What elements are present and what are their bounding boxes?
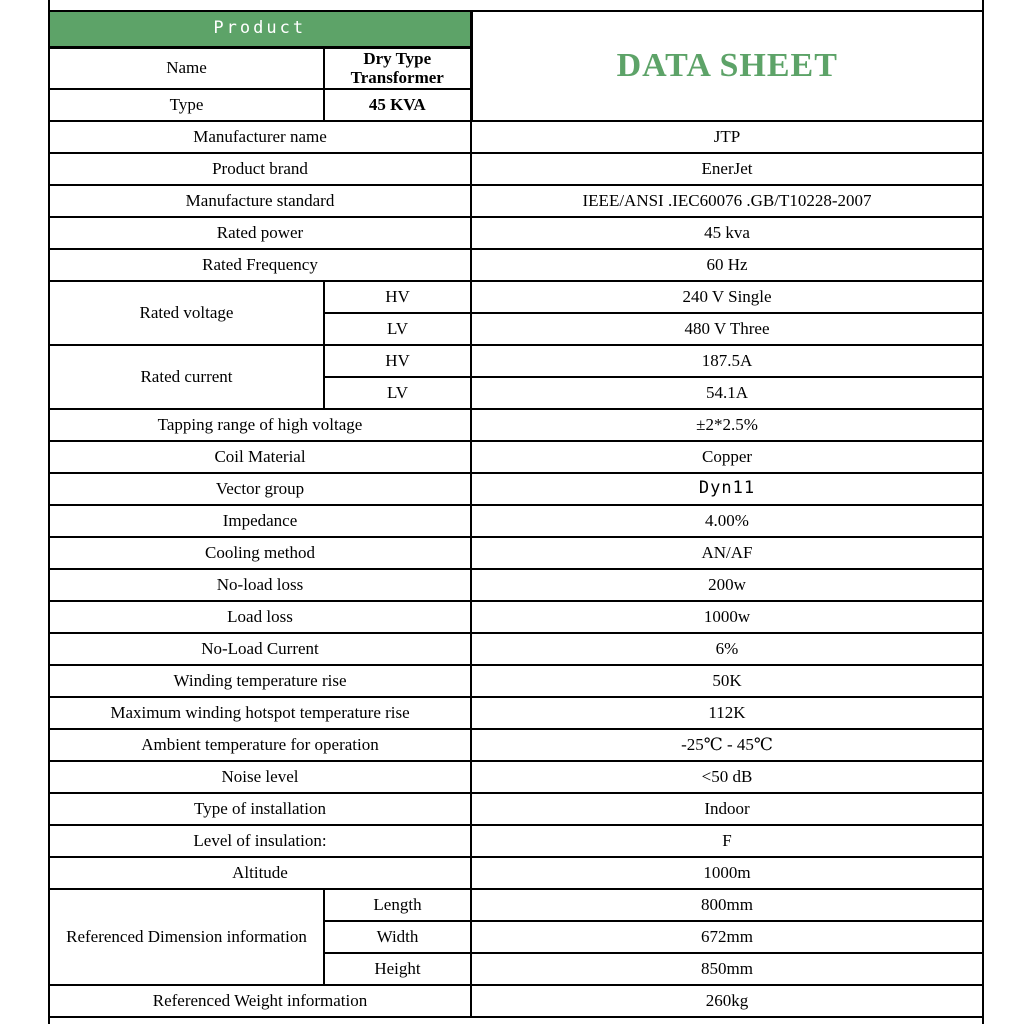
row-label-manufacture-standard: Manufacture standard: [49, 185, 471, 217]
row-value-winding-temp-rise: 50K: [471, 665, 983, 697]
row-label-rated-frequency: Rated Frequency: [49, 249, 471, 281]
row-value-length: 800mm: [471, 889, 983, 921]
row-label-winding-temp-rise: Winding temperature rise: [49, 665, 471, 697]
row-value-no-load-current: 6%: [471, 633, 983, 665]
row-label-vector-group: Vector group: [49, 473, 471, 505]
row-value-rated-current-lv: 54.1A: [471, 377, 983, 409]
row-value-product-brand: EnerJet: [471, 153, 983, 185]
table-row: [49, 537, 983, 569]
row-label-load-loss: Load loss: [49, 601, 471, 633]
row-label-type: Type: [49, 89, 324, 121]
table-row: [49, 409, 983, 441]
row-label-name: Name: [49, 47, 324, 89]
row-value-vector-group: Dyn11: [471, 473, 983, 505]
row-value-rated-power: 45 kva: [471, 217, 983, 249]
row-label-type-of-installation: Type of installation: [49, 793, 471, 825]
row-label-ambient-temperature: Ambient temperature for operation: [49, 729, 471, 761]
table-row: [49, 217, 983, 249]
clipped-top-cell: [49, 0, 983, 11]
table-row: [49, 185, 983, 217]
row-value-ambient-temperature: -25℃ - 45℃: [471, 729, 983, 761]
table-row-clipped-bottom: [49, 1017, 983, 1024]
product-banner-label: Product: [49, 11, 471, 47]
row-sublabel-length: Length: [324, 889, 471, 921]
table-row-rated-voltage-hv: [49, 281, 983, 313]
table-row-referenced-weight: [49, 985, 983, 1017]
table-row: [49, 729, 983, 761]
table-row: [49, 793, 983, 825]
row-value-name: Dry Type Transformer: [324, 47, 471, 89]
row-value-altitude: 1000m: [471, 857, 983, 889]
row-value-type: 45 KVA: [324, 89, 471, 121]
row-value-width: 672mm: [471, 921, 983, 953]
table-row: [49, 473, 983, 505]
row-value-referenced-weight: 260kg: [471, 985, 983, 1017]
table-row: [49, 249, 983, 281]
row-label-rated-current: Rated current: [49, 345, 324, 409]
row-label-impedance: Impedance: [49, 505, 471, 537]
row-value-rated-voltage-lv: 480 V Three: [471, 313, 983, 345]
row-sublabel-rated-voltage-hv: HV: [324, 281, 471, 313]
row-sublabel-rated-voltage-lv: LV: [324, 313, 471, 345]
table-row: [49, 857, 983, 889]
row-label-referenced-weight: Referenced Weight information: [49, 985, 471, 1017]
row-label-product-brand: Product brand: [49, 153, 471, 185]
table-row: [49, 633, 983, 665]
row-label-noise-level: Noise level: [49, 761, 471, 793]
table-row: [49, 665, 983, 697]
row-value-no-load-loss: 200w: [471, 569, 983, 601]
row-value-height: 850mm: [471, 953, 983, 985]
table-row: [49, 697, 983, 729]
row-value-manufacturer-name: JTP: [471, 121, 983, 153]
row-sublabel-rated-current-lv: LV: [324, 377, 471, 409]
row-value-cooling-method: AN/AF: [471, 537, 983, 569]
row-value-tapping-range: ±2*2.5%: [471, 409, 983, 441]
row-sublabel-height: Height: [324, 953, 471, 985]
row-label-referenced-dimension: Referenced Dimension information: [49, 889, 324, 985]
data-sheet-title-cell: [471, 11, 983, 121]
row-label-coil-material: Coil Material: [49, 441, 471, 473]
row-value-type-of-installation: Indoor: [471, 793, 983, 825]
page-title: DATA SHEET: [616, 47, 838, 85]
table-row-rated-current-hv: [49, 345, 983, 377]
table-row: [49, 441, 983, 473]
row-value-noise-level: <50 dB: [471, 761, 983, 793]
row-value-max-hotspot-temp-rise: 112K: [471, 697, 983, 729]
row-value-manufacture-standard: IEEE/ANSI .IEC60076 .GB/T10228-2007: [471, 185, 983, 217]
row-label-manufacturer-name: Manufacturer name: [49, 121, 471, 153]
row-value-coil-material: Copper: [471, 441, 983, 473]
row-value-impedance: 4.00%: [471, 505, 983, 537]
row-value-rated-frequency: 60 Hz: [471, 249, 983, 281]
row-value-level-of-insulation: F: [471, 825, 983, 857]
table-row: [49, 569, 983, 601]
row-label-no-load-current: No-Load Current: [49, 633, 471, 665]
row-label-cooling-method: Cooling method: [49, 537, 471, 569]
table-row: [49, 505, 983, 537]
row-label-rated-power: Rated power: [49, 217, 471, 249]
table-row: [49, 825, 983, 857]
row-value-rated-voltage-hv: 240 V Single: [471, 281, 983, 313]
row-label-no-load-loss: No-load loss: [49, 569, 471, 601]
table-row: [49, 153, 983, 185]
table-row-clipped-top: [49, 0, 983, 11]
table-row-dimension-length: [49, 889, 983, 921]
table-row: [49, 761, 983, 793]
row-label-tapping-range: Tapping range of high voltage: [49, 409, 471, 441]
table-row-product-banner: [49, 11, 983, 47]
table-row: [49, 601, 983, 633]
row-sublabel-width: Width: [324, 921, 471, 953]
row-value-load-loss: 1000w: [471, 601, 983, 633]
row-label-rated-voltage: Rated voltage: [49, 281, 324, 345]
row-value-rated-current-hv: 187.5A: [471, 345, 983, 377]
table-row: [49, 121, 983, 153]
table-body: [49, 0, 983, 1024]
row-label-altitude: Altitude: [49, 857, 471, 889]
row-sublabel-rated-current-hv: HV: [324, 345, 471, 377]
specification-table: [48, 0, 984, 1024]
row-label-level-of-insulation: Level of insulation:: [49, 825, 471, 857]
row-label-max-hotspot-temp-rise: Maximum winding hotspot temperature rise: [49, 697, 471, 729]
clipped-bottom-cell: [49, 1017, 983, 1024]
